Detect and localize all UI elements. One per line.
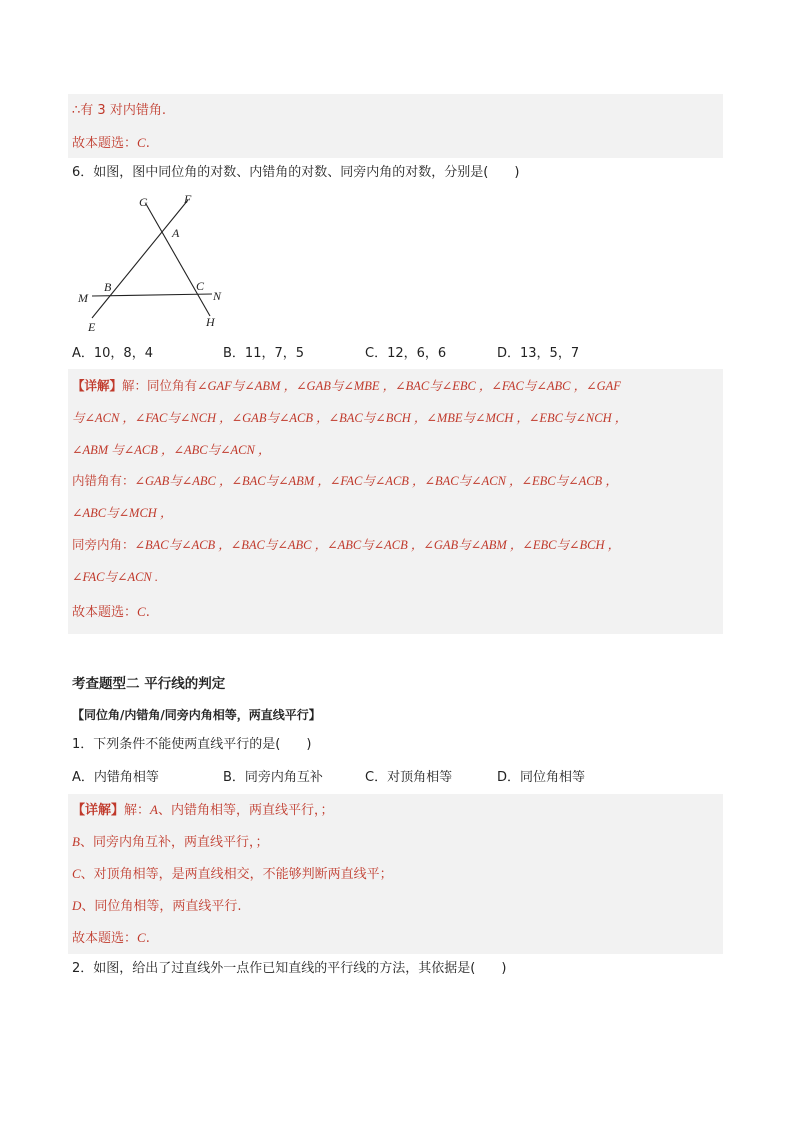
q6-option-b[interactable]: B．11，7，5 [223,346,305,361]
detail6-line-5: ∠ABC与∠MCH ， [72,506,173,520]
section-subtitle: 【同位角/内错角/同旁内角相等，两直线平行】 [72,708,321,722]
detail6-line-3: ∠ABM 与∠ACB ，∠ABC与∠ACN ， [72,443,271,457]
detail1-line-4: D、同位角相等，两直线平行. [72,898,242,914]
q6-figure [70,190,250,340]
label-F: F [184,192,192,206]
label-H: H [206,315,215,329]
question-2-stem: 2．如图，给出了过直线外一点作已知直线的平行线的方法，其依据是( ) [72,961,507,976]
solution-block-top [68,94,723,158]
detail6-line-7: ∠FAC与∠ACN . [72,570,159,584]
label-G: G [139,195,148,209]
q6-option-c[interactable]: C．12，6，6 [365,346,447,361]
q1-option-c[interactable]: C．对顶角相等 [365,770,453,785]
q1-option-b[interactable]: B．同旁内角互补 [223,770,323,785]
label-B: B [104,280,112,294]
label-M: M [78,291,88,305]
label-E: E [88,320,96,334]
detail6-line-6: 同旁内角：∠BAC与∠ACB ，∠BAC与∠ABC ，∠ABC与∠ACB ，∠GAB与∠ABM ，∠EBC与∠BCH ， [72,537,621,552]
q6-option-d[interactable]: D．13，5，7 [497,346,580,361]
q1-option-d[interactable]: D．同位角相等 [497,770,586,785]
line-FE [92,200,188,318]
section-title: 考查题型二 平行线的判定 [72,676,226,692]
detail1-line-3: C、对顶角相等，是两直线相交，不能够判断两直线平； [72,866,393,882]
line-MN [92,294,212,296]
detail6-line-4: 内错角有：∠GAB与∠ABC ，∠BAC与∠ABM ，∠FAC与∠ACB ，∠BAC与∠ACN ，∠EBC与∠ACB ， [72,473,618,488]
question-6-stem: 6．如图，图中同位角的对数、内错角的对数、同旁内角的对数，分别是( ) [72,165,520,180]
answer-line-top: 故本题选：C. [72,135,150,151]
label-A: A [172,226,180,240]
conclusion-line: ∴有 3 对内错角. [72,103,166,118]
detail1-line-1: 【详解】解：A、内错角相等，两直线平行，； [72,802,334,818]
label-N: N [213,289,222,303]
question-1-stem: 1．下列条件不能使两直线平行的是( ) [72,737,312,752]
detail1-answer: 故本题选：C. [72,930,150,946]
label-C: C [196,279,205,293]
detail6-line-1: 【详解】解：同位角有∠GAF与∠ABM ，∠GAB与∠MBE ，∠BAC与∠EBC ，∠FAC与∠ABC ，∠GAF [72,378,621,393]
q1-option-a[interactable]: A．内错角相等 [72,770,159,785]
detail6-line-2: 与∠ACN ，∠FAC与∠NCH ，∠GAB与∠ACB ，∠BAC与∠BCH ，∠MBE与∠MCH ，∠EBC与∠NCH ， [72,411,628,425]
detail1-line-2: B、同旁内角互补，两直线平行，； [72,834,269,850]
line-GH [146,204,210,316]
detail6-answer: 故本题选：C. [72,604,150,620]
q6-option-a[interactable]: A．10，8，4 [72,346,153,361]
